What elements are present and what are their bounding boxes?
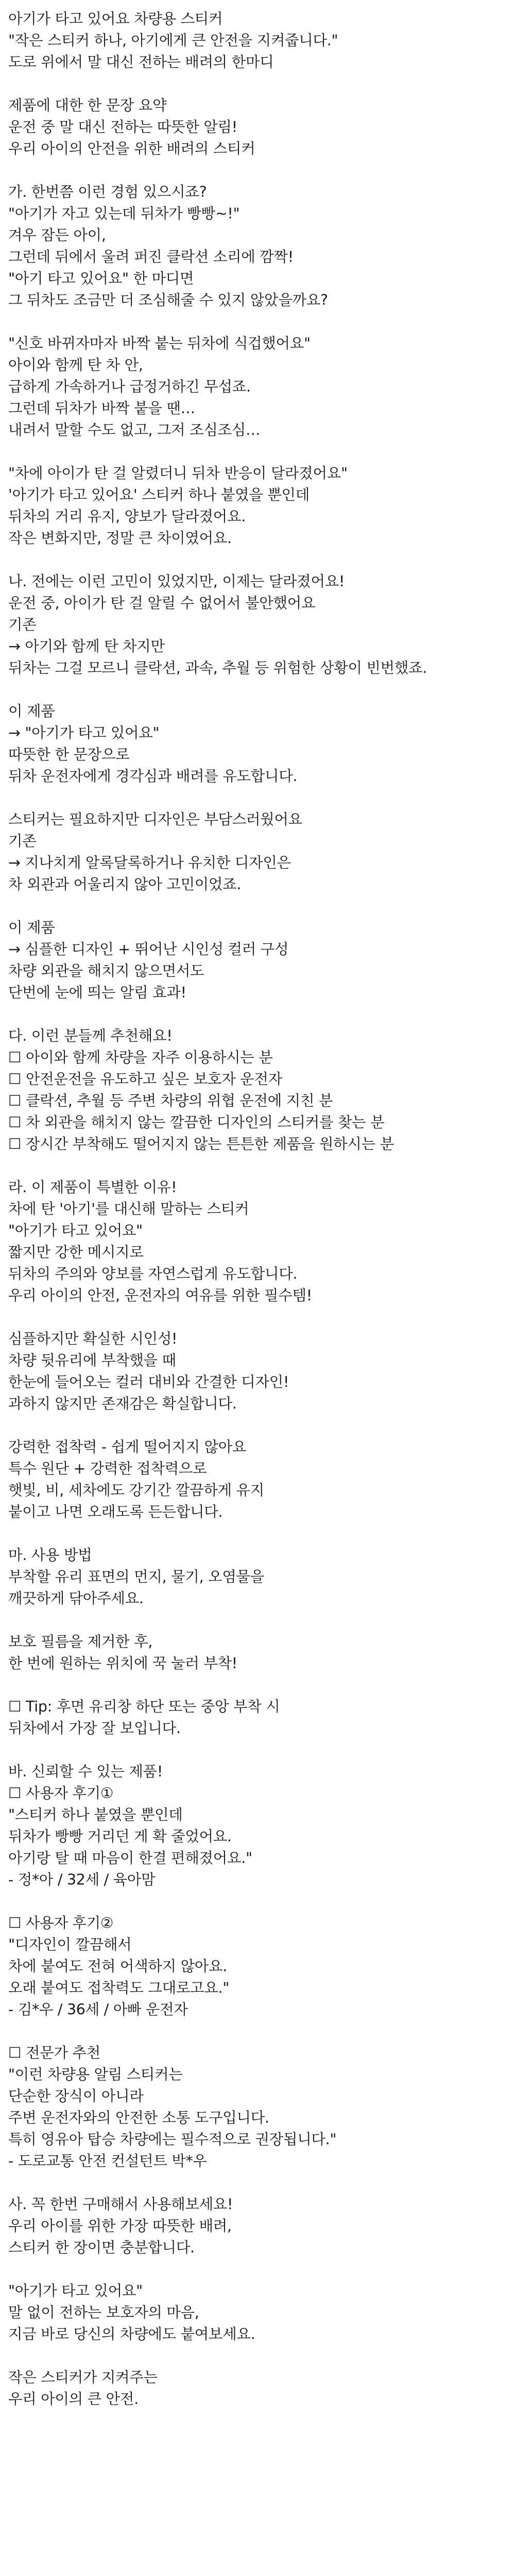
text-block bbox=[8, 2042, 515, 2172]
text-line: 기존 bbox=[8, 833, 37, 850]
text-line: "아기 타고 있어요" 한 마디면 bbox=[8, 270, 194, 287]
text-line: → "아기가 타고 있어요" bbox=[8, 724, 160, 741]
text-line: 단순한 장식이 아니라 bbox=[8, 2088, 144, 2105]
text-line: 겨우 잠든 아이, bbox=[8, 227, 106, 244]
text-line: 차 외관과 어울리지 않아 고민이었죠. bbox=[8, 876, 242, 893]
text-line: 그런데 뒤에서 울려 퍼진 클락션 소리에 깜짝! bbox=[8, 248, 294, 265]
text-line: 심플하지만 확실한 시인성! bbox=[8, 1330, 178, 1347]
text-line: 작은 스티커가 지켜주는 bbox=[8, 2369, 158, 2386]
text-line: 한눈에 들어오는 컬러 대비와 간결한 디자인! bbox=[8, 1374, 289, 1391]
text-line: 그 뒤차도 조금만 더 조심해줄 수 있지 않았을까요? bbox=[8, 292, 328, 309]
paragraph-gap bbox=[8, 1609, 515, 1631]
text-line: 특히 영유아 탑승 차량에는 필수적으로 권장됩니다." bbox=[8, 2131, 337, 2148]
text-line: "차에 아이가 탄 걸 알렸더니 뒤차 반응이 달라졌어요" bbox=[8, 465, 348, 482]
text-line: ☐ 차 외관을 해치지 않는 깔끔한 디자인의 스티커를 찾는 분 bbox=[8, 1114, 385, 1131]
text-line: 따뜻한 한 문장으로 bbox=[8, 746, 130, 763]
paragraph-gap bbox=[8, 2021, 515, 2042]
text-line: 뒤차는 그걸 모르니 클락션, 과속, 추월 등 위험한 상황이 빈번했죠. bbox=[8, 659, 427, 676]
text-line: "신호 바뀌자마자 바짝 붙는 뒤차에 식겁했어요" bbox=[8, 335, 311, 352]
text-line: 스티커 한 장이면 충분합니다. bbox=[8, 2239, 195, 2256]
text-block bbox=[8, 809, 515, 895]
text-line: 이 제품 bbox=[8, 703, 55, 720]
text-block bbox=[8, 2280, 515, 2345]
text-block bbox=[8, 701, 515, 787]
text-line: 짧지만 강한 메시지로 bbox=[8, 1244, 144, 1261]
text-line: 스티커는 필요하지만 디자인은 부담스러웠어요 bbox=[8, 811, 302, 828]
text-line: 아이와 함께 탄 차 안, bbox=[8, 357, 143, 374]
text-block bbox=[8, 1436, 515, 1523]
text-line: → 아기와 함께 탄 차지만 bbox=[8, 638, 165, 655]
text-line: 라. 이 제품이 특별한 이유! bbox=[8, 1179, 177, 1196]
text-block bbox=[8, 917, 515, 1004]
text-block bbox=[8, 1025, 515, 1155]
text-line: 그런데 뒤차가 바짝 붙을 땐… bbox=[8, 400, 195, 417]
text-line: 뒤차의 거리 유지, 양보가 달라졌어요. bbox=[8, 508, 246, 525]
text-line: ☐ 클락션, 추월 등 주변 차량의 위협 운전에 지친 분 bbox=[8, 1092, 333, 1109]
text-line: "작은 스티커 하나, 아기에게 큰 안전을 지켜줍니다." bbox=[8, 32, 338, 49]
text-line: 운전 중, 아이가 탄 걸 알릴 수 없어서 불안했어요 bbox=[8, 595, 316, 612]
text-line: "아기가 타고 있어요" bbox=[8, 1222, 143, 1239]
paragraph-gap bbox=[8, 895, 515, 917]
paragraph-gap bbox=[8, 311, 515, 333]
text-line: 도로 위에서 말 대신 전하는 배려의 한마디 bbox=[8, 54, 274, 71]
text-line: 뒤차의 주의와 양보를 자연스럽게 유도합니다. bbox=[8, 1265, 298, 1282]
text-line: 작은 변화지만, 정말 큰 차이였어요. bbox=[8, 530, 232, 547]
text-line: 특수 원단 + 강력한 접착력으로 bbox=[8, 1460, 207, 1477]
paragraph-gap bbox=[8, 1674, 515, 1696]
text-line: 뒤차 운전자에게 경각심과 배려를 유도합니다. bbox=[8, 768, 298, 785]
text-line: ☐ 전문가 추천 bbox=[8, 2044, 100, 2061]
paragraph-gap bbox=[8, 2172, 515, 2194]
text-line: 강력한 접착력 - 쉽게 떨어지지 않아요 bbox=[8, 1438, 247, 1455]
text-line: 가. 한번쯤 이런 경험 있으시죠? bbox=[8, 183, 207, 200]
text-line: 제품에 대한 한 문장 요약 bbox=[8, 97, 167, 114]
text-block bbox=[8, 1177, 515, 1307]
paragraph-gap bbox=[8, 549, 515, 571]
paragraph-gap bbox=[8, 2259, 515, 2280]
text-line: 지금 바로 당신의 차량에도 붙여보세요. bbox=[8, 2326, 255, 2343]
text-line: 나. 전에는 이런 고민이 있었지만, 이제는 달라졌어요! bbox=[8, 573, 345, 590]
text-line: "아기가 자고 있는데 뒤차가 빵빵~!" bbox=[8, 205, 240, 222]
text-block bbox=[8, 333, 515, 441]
text-line: 차량 외관을 해치지 않으면서도 bbox=[8, 962, 204, 979]
text-line: 뒤차가 빵빵 거리던 게 확 줄었어요. bbox=[8, 1828, 232, 1845]
text-line: 차에 붙여도 전혀 어색하지 않아요. bbox=[8, 1958, 228, 1975]
text-block bbox=[8, 1696, 515, 1739]
text-line: "이런 차량용 알림 스티커는 bbox=[8, 2066, 183, 2083]
text-line: 아기가 타고 있어요 차량용 스티커 bbox=[8, 10, 223, 27]
text-line: 사. 꼭 한번 구매해서 사용해보세요! bbox=[8, 2196, 233, 2213]
text-line: 붙이고 나면 오래도록 든든합니다. bbox=[8, 1503, 223, 1520]
paragraph-gap bbox=[8, 1891, 515, 1912]
text-block bbox=[8, 1761, 515, 1891]
text-block bbox=[8, 1631, 515, 1674]
text-line: 과하지 않지만 존재감은 확실합니다. bbox=[8, 1395, 237, 1412]
text-block bbox=[8, 2367, 515, 2410]
text-line: 차에 탄 '아기'를 대신해 말하는 스티커 bbox=[8, 1200, 249, 1217]
text-line: 다. 이런 분들께 추천해요! bbox=[8, 1027, 173, 1044]
paragraph-gap bbox=[8, 2345, 515, 2367]
text-line: → 심플한 디자인 + 뛰어난 시인성 컬러 구성 bbox=[8, 941, 289, 958]
text-line: 아기랑 탈 때 마음이 한결 편해졌어요." bbox=[8, 1850, 252, 1867]
text-line: 주변 운전자와의 안전한 소통 도구입니다. bbox=[8, 2109, 269, 2126]
paragraph-gap bbox=[8, 1155, 515, 1177]
text-line: "스티커 하나 붙였을 뿐인데 bbox=[8, 1806, 183, 1823]
text-line: 내려서 말할 수도 없고, 그저 조심조심… bbox=[8, 421, 261, 438]
text-block bbox=[8, 463, 515, 549]
text-block bbox=[8, 1545, 515, 1609]
paragraph-gap bbox=[8, 160, 515, 181]
text-line: 차량 뒷유리에 부착했을 때 bbox=[8, 1352, 176, 1369]
text-block bbox=[8, 181, 515, 311]
text-line: ☐ 안전운전을 유도하고 싶은 보호자 운전자 bbox=[8, 1071, 282, 1088]
text-block bbox=[8, 2194, 515, 2259]
text-line: 마. 사용 방법 bbox=[8, 1547, 92, 1564]
text-line: → 지나치게 알록달록하거나 유치한 디자인은 bbox=[8, 854, 291, 871]
text-line: - 도로교통 안전 컨설턴트 박*우 bbox=[8, 2153, 207, 2170]
text-line: - 정*아 / 32세 / 육아맘 bbox=[8, 1871, 156, 1888]
text-line: "디자인이 깔끔해서 bbox=[8, 1936, 132, 1953]
text-block bbox=[8, 1912, 515, 2021]
text-line: ☐ Tip: 후면 유리창 하단 또는 중앙 부착 시 bbox=[8, 1698, 280, 1715]
text-block bbox=[8, 571, 515, 679]
text-line: 한 번에 원하는 위치에 꾹 눌러 부착! bbox=[8, 1655, 237, 1672]
paragraph-gap bbox=[8, 1307, 515, 1328]
paragraph-gap bbox=[8, 679, 515, 701]
text-line: 우리 아이를 위한 가장 따뜻한 배려, bbox=[8, 2217, 232, 2234]
text-line: - 김*우 / 36세 / 아빠 운전자 bbox=[8, 2001, 188, 2018]
paragraph-gap bbox=[8, 441, 515, 463]
text-line: ☐ 장시간 부착해도 떨어지지 않는 튼튼한 제품을 원하시는 분 bbox=[8, 1136, 394, 1153]
text-line: 급하게 가속하거나 급정거하긴 무섭죠. bbox=[8, 378, 251, 395]
text-line: 부착할 유리 표면의 먼지, 물기, 오염물을 bbox=[8, 1568, 265, 1585]
text-block bbox=[8, 1328, 515, 1415]
text-line: 보호 필름을 제거한 후, bbox=[8, 1633, 153, 1650]
text-line: 바. 신뢰할 수 있는 제품! bbox=[8, 1763, 163, 1780]
text-line: 기존 bbox=[8, 616, 37, 633]
text-block bbox=[8, 95, 515, 160]
text-block bbox=[8, 8, 515, 73]
text-line: 오래 붙여도 접착력도 그대로고요." bbox=[8, 1979, 230, 1996]
paragraph-gap bbox=[8, 73, 515, 95]
text-line: '아기가 타고 있어요' 스티커 하나 붙였을 뿐인데 bbox=[8, 486, 310, 503]
text-line: 우리 아이의 큰 안전. bbox=[8, 2391, 139, 2408]
text-line: ☐ 사용자 후기② bbox=[8, 1914, 114, 1931]
paragraph-gap bbox=[8, 1523, 515, 1545]
paragraph-gap bbox=[8, 1739, 515, 1761]
paragraph-gap bbox=[8, 787, 515, 809]
text-line: "아기가 타고 있어요" bbox=[8, 2282, 143, 2299]
text-line: ☐ 아이와 함께 차량을 자주 이용하시는 분 bbox=[8, 1049, 273, 1066]
text-line: 단번에 눈에 띄는 알림 효과! bbox=[8, 984, 186, 1001]
text-line: 햇빛, 비, 세차에도 강기간 깔끔하게 유지 bbox=[8, 1482, 265, 1499]
text-line: 우리 아이의 안전을 위한 배려의 스티커 bbox=[8, 140, 255, 157]
paragraph-gap bbox=[8, 1004, 515, 1025]
text-line: 뒤차에서 가장 잘 보입니다. bbox=[8, 1720, 181, 1737]
text-line: 말 없이 전하는 보호자의 마음, bbox=[8, 2304, 199, 2321]
paragraph-gap bbox=[8, 1415, 515, 1436]
text-line: 운전 중 말 대신 전하는 따뜻한 알림! bbox=[8, 118, 237, 135]
text-line: 우리 아이의 안전, 운전자의 여유를 위한 필수템! bbox=[8, 1287, 312, 1304]
text-line: ☐ 사용자 후기① bbox=[8, 1785, 114, 1802]
text-line: 깨끗하게 닦아주세요. bbox=[8, 1590, 144, 1607]
text-line: 이 제품 bbox=[8, 919, 55, 936]
